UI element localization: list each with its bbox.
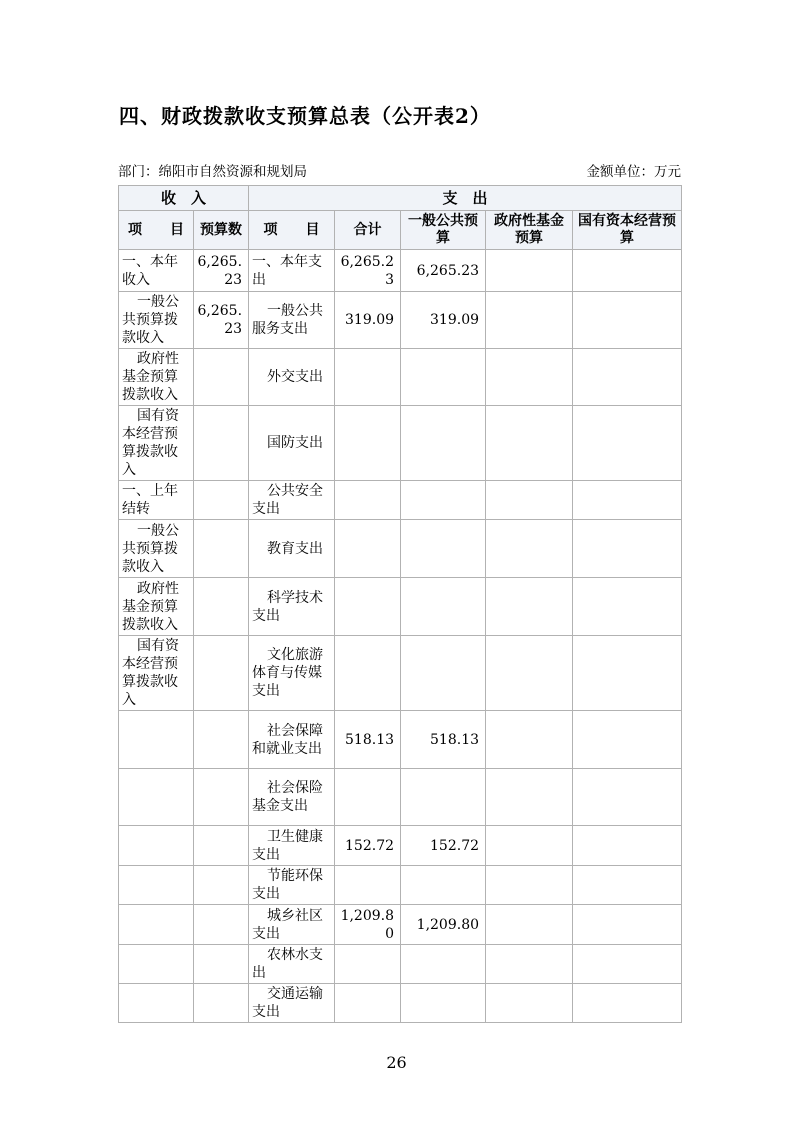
- income-budget-cell: [194, 349, 249, 406]
- expense-general-public-cell: [401, 769, 486, 826]
- expense-item-cell: 卫生健康支出: [249, 826, 335, 866]
- expense-general-public-cell: 319.09: [401, 292, 486, 349]
- income-budget-cell: [194, 520, 249, 578]
- expense-general-public-cell: [401, 636, 486, 711]
- income-budget-cell: [194, 578, 249, 636]
- col-header-general-public-budget: 一般公共预算: [401, 211, 486, 250]
- page-number: 26: [386, 1053, 407, 1072]
- expense-state-capital-cell: [573, 578, 682, 636]
- table-row: [119, 636, 682, 711]
- table-row: [119, 250, 682, 292]
- expense-gov-fund-cell: [486, 984, 573, 1023]
- expense-general-public-cell: [401, 984, 486, 1023]
- expense-total-cell: [335, 578, 401, 636]
- expense-item-cell: 一、本年支出: [249, 250, 335, 292]
- income-item-cell: [119, 769, 194, 826]
- expense-gov-fund-cell: [486, 481, 573, 520]
- expense-general-public-cell: [401, 578, 486, 636]
- expense-general-public-cell: [401, 520, 486, 578]
- expense-item-cell: 科学技术支出: [249, 578, 335, 636]
- expense-general-public-cell: 152.72: [401, 826, 486, 866]
- expense-total-cell: [335, 520, 401, 578]
- expense-item-cell: 社会保障和就业支出: [249, 711, 335, 769]
- expense-gov-fund-cell: [486, 866, 573, 905]
- income-item-cell: [119, 945, 194, 984]
- expense-total-cell: [335, 945, 401, 984]
- table-row: [119, 406, 682, 481]
- col-header-gov-fund-budget: 政府性基金预算: [486, 211, 573, 250]
- income-item-cell: [119, 984, 194, 1023]
- income-budget-cell: [194, 826, 249, 866]
- table-row: [119, 826, 682, 866]
- expense-state-capital-cell: [573, 250, 682, 292]
- expense-general-public-cell: [401, 481, 486, 520]
- income-item-cell: 一、上年结转: [119, 481, 194, 520]
- expense-total-cell: 1,209.80: [335, 905, 401, 945]
- expense-item-cell: 社会保险基金支出: [249, 769, 335, 826]
- income-section-header: 收 入: [119, 186, 249, 211]
- expense-general-public-cell: [401, 406, 486, 481]
- expense-state-capital-cell: [573, 866, 682, 905]
- expense-state-capital-cell: [573, 905, 682, 945]
- income-item-cell: 政府性基金预算拨款收入: [119, 349, 194, 406]
- table-row: [119, 866, 682, 905]
- table-row: [119, 945, 682, 984]
- expense-item-cell: 一般公共服务支出: [249, 292, 335, 349]
- table-meta-row: [118, 160, 681, 180]
- income-item-cell: [119, 905, 194, 945]
- expense-total-cell: [335, 406, 401, 481]
- expense-gov-fund-cell: [486, 636, 573, 711]
- expense-gov-fund-cell: [486, 250, 573, 292]
- expense-item-cell: 城乡社区支出: [249, 905, 335, 945]
- expense-item-cell: 文化旅游体育与传媒支出: [249, 636, 335, 711]
- income-budget-cell: [194, 905, 249, 945]
- income-budget-cell: 6,265.23: [194, 292, 249, 349]
- expense-total-cell: [335, 636, 401, 711]
- expense-item-cell: 节能环保支出: [249, 866, 335, 905]
- income-item-cell: 一般公共预算拨款收入: [119, 292, 194, 349]
- expense-gov-fund-cell: [486, 711, 573, 769]
- expense-state-capital-cell: [573, 636, 682, 711]
- table-row: [119, 349, 682, 406]
- section-header-row: [119, 186, 682, 211]
- expense-total-cell: [335, 769, 401, 826]
- page-title: 四、财政拨款收支预算总表（公开表2）: [119, 104, 491, 128]
- expense-state-capital-cell: [573, 292, 682, 349]
- income-budget-cell: [194, 945, 249, 984]
- expense-general-public-cell: 518.13: [401, 711, 486, 769]
- expense-state-capital-cell: [573, 520, 682, 578]
- unit-label: 金额单位：万元: [586, 164, 681, 180]
- expense-gov-fund-cell: [486, 520, 573, 578]
- expense-total-cell: [335, 349, 401, 406]
- expense-total-cell: 6,265.23: [335, 250, 401, 292]
- expense-item-cell: 教育支出: [249, 520, 335, 578]
- income-budget-cell: [194, 406, 249, 481]
- expense-gov-fund-cell: [486, 292, 573, 349]
- expense-item-cell: 外交支出: [249, 349, 335, 406]
- income-item-cell: 国有资本经营预算拨款收入: [119, 406, 194, 481]
- expense-state-capital-cell: [573, 826, 682, 866]
- income-budget-cell: 6,265.23: [194, 250, 249, 292]
- expense-total-cell: 518.13: [335, 711, 401, 769]
- col-header-income-item: 项 目: [119, 211, 194, 250]
- expense-total-cell: [335, 481, 401, 520]
- expense-gov-fund-cell: [486, 578, 573, 636]
- table-row: [119, 292, 682, 349]
- expense-general-public-cell: [401, 866, 486, 905]
- expense-section-header: 支 出: [249, 186, 682, 211]
- expense-state-capital-cell: [573, 406, 682, 481]
- expense-state-capital-cell: [573, 711, 682, 769]
- expense-state-capital-cell: [573, 769, 682, 826]
- expense-general-public-cell: 1,209.80: [401, 905, 486, 945]
- col-header-budget: 预算数: [194, 211, 249, 250]
- expense-total-cell: [335, 984, 401, 1023]
- department-label: 部门：绵阳市自然资源和规划局: [118, 164, 307, 180]
- column-header-row: [119, 211, 682, 250]
- income-item-cell: 一、本年收入: [119, 250, 194, 292]
- expense-general-public-cell: [401, 945, 486, 984]
- col-header-state-capital-budget: 国有资本经营预算: [573, 211, 682, 250]
- expense-gov-fund-cell: [486, 769, 573, 826]
- expense-gov-fund-cell: [486, 945, 573, 984]
- expense-general-public-cell: 6,265.23: [401, 250, 486, 292]
- income-item-cell: 一般公共预算拨款收入: [119, 520, 194, 578]
- table-row: [119, 578, 682, 636]
- income-item-cell: [119, 866, 194, 905]
- expense-total-cell: 152.72: [335, 826, 401, 866]
- table-row: [119, 984, 682, 1023]
- expense-item-cell: 公共安全支出: [249, 481, 335, 520]
- expense-state-capital-cell: [573, 984, 682, 1023]
- expense-state-capital-cell: [573, 349, 682, 406]
- col-header-total: 合计: [335, 211, 401, 250]
- table-row: [119, 769, 682, 826]
- income-budget-cell: [194, 866, 249, 905]
- col-header-expense-item: 项 目: [249, 211, 335, 250]
- income-item-cell: [119, 711, 194, 769]
- expense-item-cell: 农林水支出: [249, 945, 335, 984]
- income-budget-cell: [194, 481, 249, 520]
- income-budget-cell: [194, 636, 249, 711]
- income-item-cell: [119, 826, 194, 866]
- expense-total-cell: [335, 866, 401, 905]
- expense-gov-fund-cell: [486, 905, 573, 945]
- table-row: [119, 481, 682, 520]
- expense-total-cell: 319.09: [335, 292, 401, 349]
- expense-state-capital-cell: [573, 945, 682, 984]
- table-row: [119, 520, 682, 578]
- income-item-cell: 国有资本经营预算拨款收入: [119, 636, 194, 711]
- expense-gov-fund-cell: [486, 826, 573, 866]
- expense-gov-fund-cell: [486, 406, 573, 481]
- table-row: [119, 905, 682, 945]
- income-item-cell: 政府性基金预算拨款收入: [119, 578, 194, 636]
- expense-gov-fund-cell: [486, 349, 573, 406]
- income-budget-cell: [194, 711, 249, 769]
- expense-general-public-cell: [401, 349, 486, 406]
- budget-table: [118, 185, 682, 1023]
- income-budget-cell: [194, 984, 249, 1023]
- expense-item-cell: 国防支出: [249, 406, 335, 481]
- income-budget-cell: [194, 769, 249, 826]
- table-row: [119, 711, 682, 769]
- expense-state-capital-cell: [573, 481, 682, 520]
- expense-item-cell: 交通运输支出: [249, 984, 335, 1023]
